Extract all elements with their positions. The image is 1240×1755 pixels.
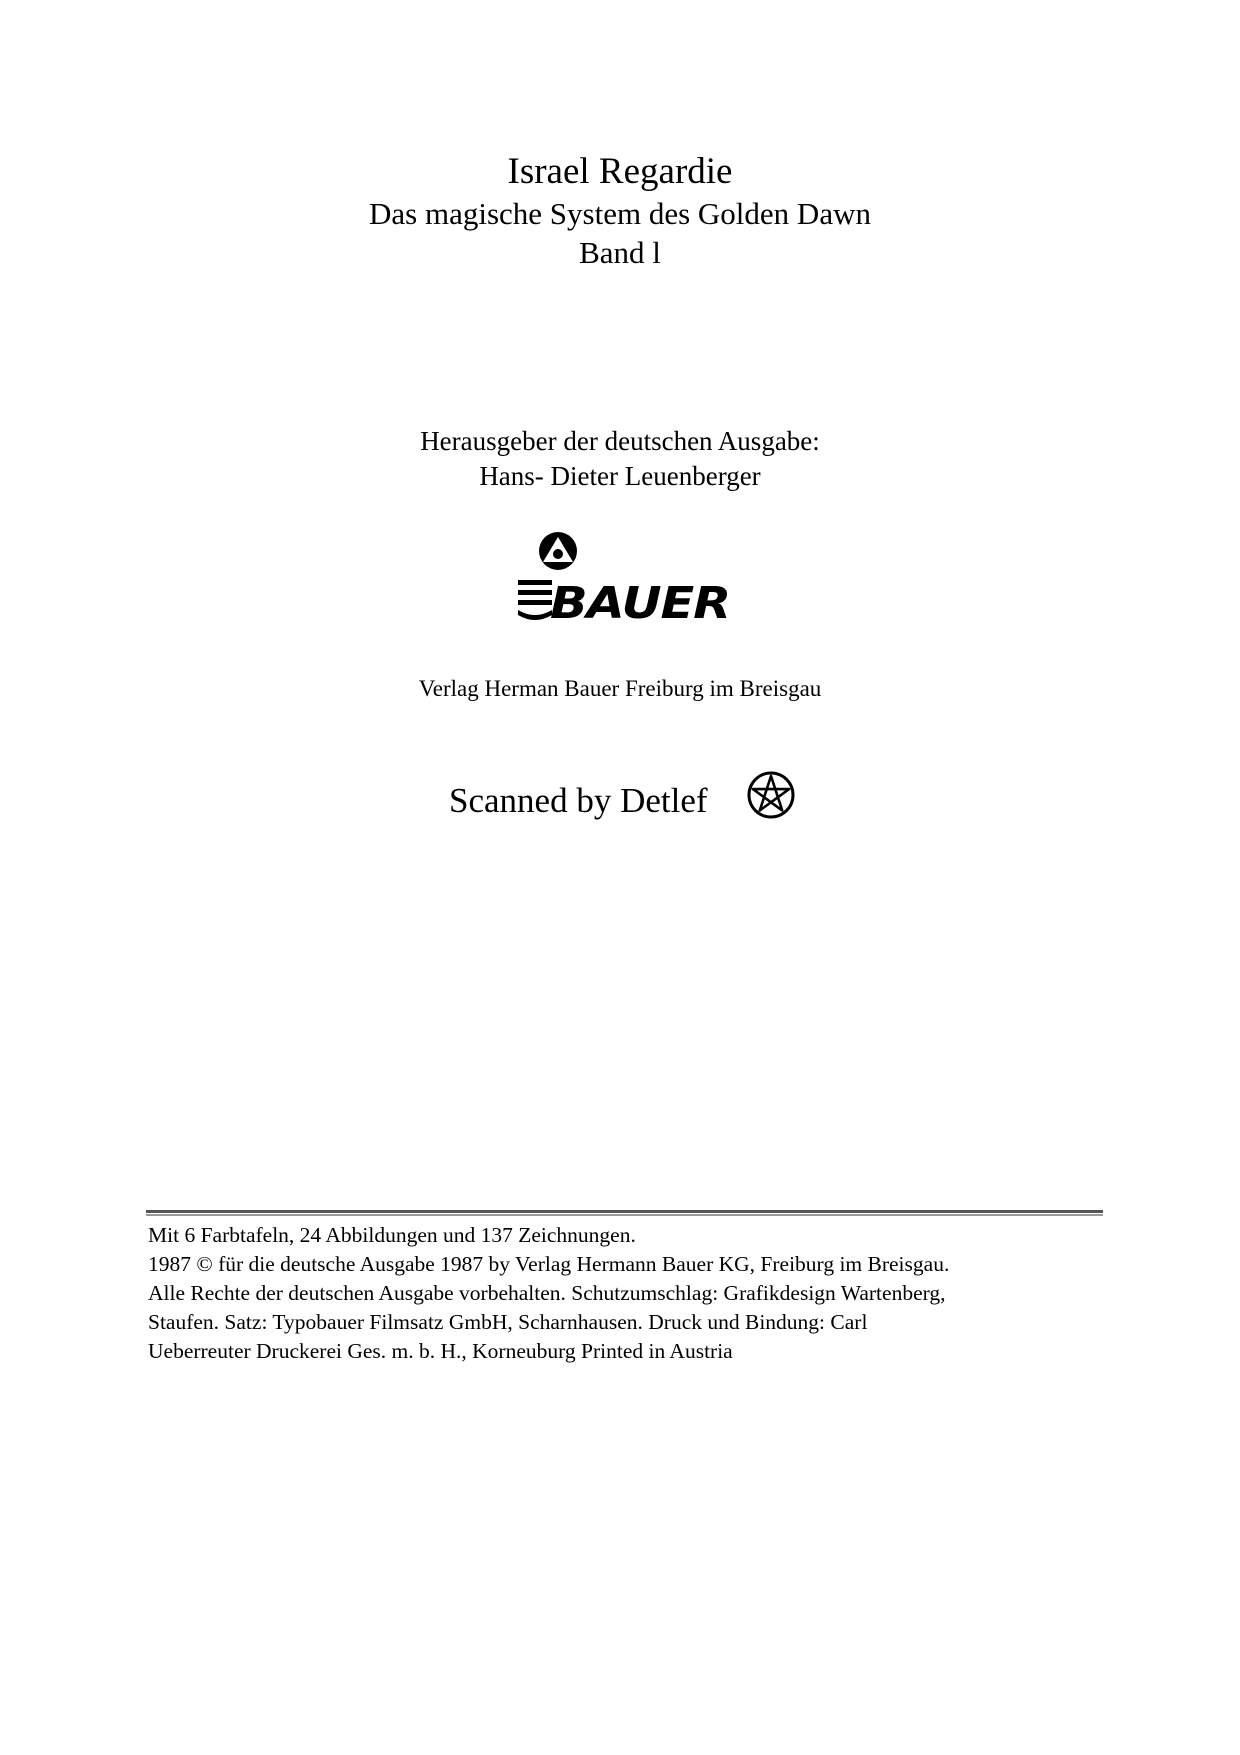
imprint-line: Staufen. Satz: Typobauer Filmsatz GmbH, Scharnhausen. Druck und Bindung: Carl (148, 1310, 868, 1334)
logo-wave-icon (518, 580, 552, 620)
bauer-publisher-logo (500, 528, 746, 624)
imprint-divider (146, 1210, 1103, 1217)
pentacle-icon (746, 770, 796, 820)
book-author: Israel Regardie (507, 151, 733, 192)
imprint-line: Ueberreuter Druckerei Ges. m. b. H., Korneuburg Printed in Austria (148, 1339, 733, 1363)
editor-label: Herausgeber der deutschen Ausgabe: (420, 426, 820, 456)
editor-name: Hans- Dieter Leuenberger (479, 461, 761, 491)
imprint-line: 1987 © für die deutsche Ausgabe 1987 by Verlag Hermann Bauer KG, Freiburg im Breisgau. (148, 1252, 950, 1276)
logo-wordmark: BAUER (550, 578, 730, 624)
book-volume: Band l (579, 235, 661, 270)
imprint-line: Mit 6 Farbtafeln, 24 Abbildungen und 137 Zeichnungen. (148, 1223, 636, 1247)
publisher-line: Verlag Herman Bauer Freiburg im Breisgau (418, 676, 822, 701)
imprint-line: Alle Rechte der deutschen Ausgabe vorbehalten. Schutzumschlag: Grafikdesign Wartenberg, (148, 1281, 946, 1305)
logo-emblem-icon (539, 532, 577, 570)
scan-credit: Scanned by Detlef (449, 781, 708, 820)
book-title: Das magische System des Golden Dawn (369, 196, 871, 231)
imprint-block (148, 1221, 1098, 1366)
